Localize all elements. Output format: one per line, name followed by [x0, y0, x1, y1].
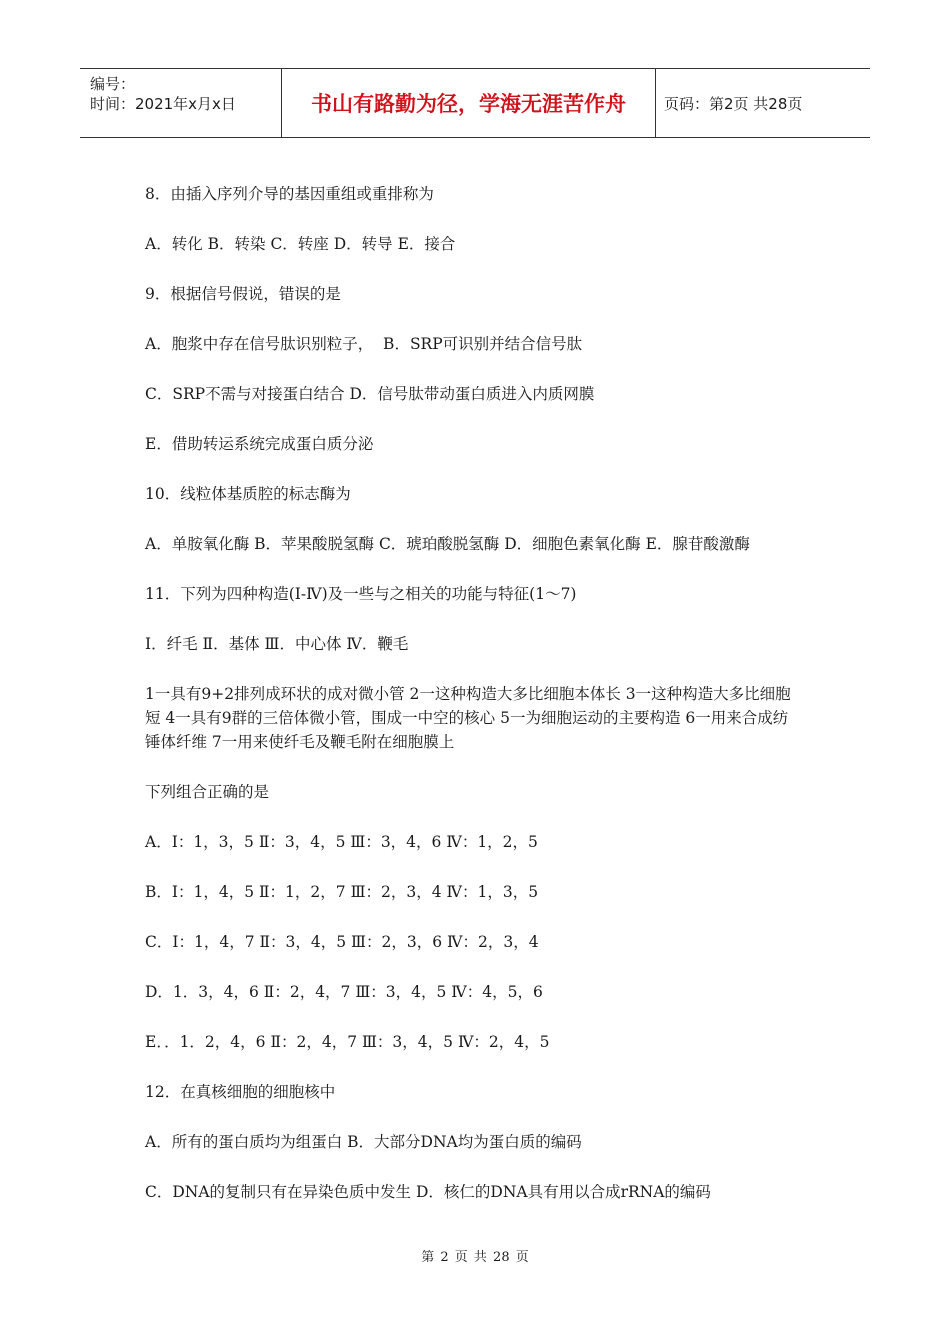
question-9-stem: 9．根据信号假说，错误的是 — [145, 285, 341, 303]
question-10-stem: 10．线粒体基质腔的标志酶为 — [145, 485, 351, 503]
page-info: 页码：第2页 共28页 — [664, 94, 803, 113]
question-8-options: A．转化 B．转染 C．转座 D．转导 E．接合 — [145, 235, 456, 253]
question-9-options-cd: C．SRP不需与对接蛋白结合 D．信号肽带动蛋白质进入内质网膜 — [145, 385, 595, 403]
question-12-stem: 12．在真核细胞的细胞核中 — [145, 1083, 336, 1101]
page-footer: 第 2 页 共 28 页 — [421, 1250, 529, 1265]
question-9-options-ab: A．胞浆中存在信号肽识别粒子， B．SRP可识别并结合信号肽 — [145, 335, 583, 353]
question-11-option-a: A．Ⅰ：1，3，5 Ⅱ：3，4，5 Ⅲ：3，4，6 Ⅳ：1，2，5 — [145, 833, 538, 851]
header-meta — [80, 69, 280, 137]
motto: 书山有路勤为径，学海无涯苦作舟 — [311, 92, 626, 116]
time-label: 时间：2021年x月x日 — [90, 95, 236, 113]
page-header — [80, 68, 870, 138]
document-body — [145, 182, 795, 1230]
header-motto-cell — [281, 69, 656, 137]
question-11-option-b: B．Ⅰ：1，4，5 Ⅱ：1，2，7 Ⅲ：2，3，4 Ⅳ：1，3，5 — [145, 883, 539, 901]
question-11-prompt: 下列组合正确的是 — [145, 783, 270, 801]
question-11-option-e: E．．1．2，4，6 Ⅱ：2，4，7 Ⅲ：3，4，5 Ⅳ：2，4，5 — [145, 1033, 550, 1051]
header-page-cell — [655, 69, 870, 137]
number-label: 编号： — [90, 75, 136, 93]
question-11-stem: 11．下列为四种构造(I-Ⅳ)及一些与之相关的功能与特征(1～7) — [145, 585, 577, 603]
question-11-option-c: C．I：1，4，7 Ⅱ：3，4，5 Ⅲ：2，3，6 Ⅳ：2，3，4 — [145, 933, 539, 951]
question-11-structures: I．纤毛 Ⅱ．基体 Ⅲ．中心体 Ⅳ．鞭毛 — [145, 635, 409, 653]
question-10-options: A．单胺氧化酶 B．苹果酸脱氢酶 C．琥珀酸脱氢酶 D．细胞色素氧化酶 E．腺苷酸激酶 — [145, 535, 750, 553]
question-11-option-d: D．1．3，4，6 Ⅱ：2，4，7 Ⅲ：3，4，5 Ⅳ：4，5，6 — [145, 983, 543, 1001]
question-9-option-e: E．借助转运系统完成蛋白质分泌 — [145, 435, 374, 453]
question-8-stem: 8．由插入序列介导的基因重组或重排称为 — [145, 185, 434, 203]
question-12-options-ab: A．所有的蛋白质均为组蛋白 B．大部分DNA均为蛋白质的编码 — [145, 1133, 582, 1151]
question-12-options-cd: C．DNA的复制只有在异染色质中发生 D．核仁的DNA具有用以合成rRNA的编码 — [145, 1183, 711, 1201]
question-11-features: 1一具有9+2排列成环状的成对微小管 2一这种构造大多比细胞本体长 3一这种构造大多比细胞短 4一具有9群的三倍体微小管，围成一中空的核心 5一为细胞运动的主要构造 6一用来合成纺锤体纤维 7一用来使纤毛及鞭毛附在细胞膜上 — [145, 685, 791, 751]
